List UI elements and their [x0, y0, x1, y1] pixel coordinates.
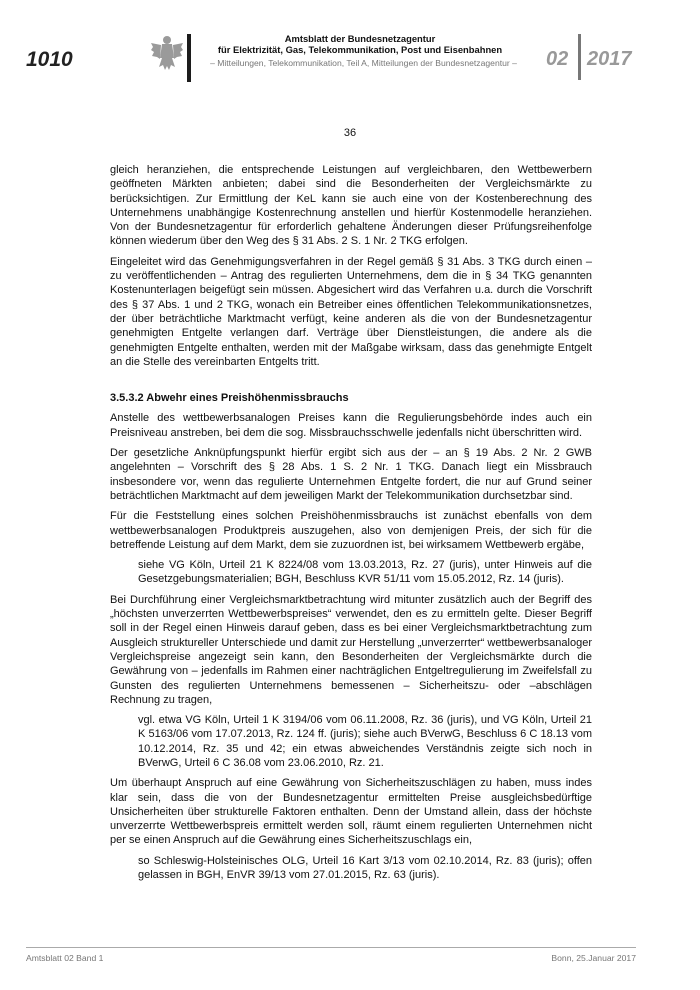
paragraph: gleich heranziehen, die entsprechende Leistungen auf vergleichbaren, den Wettbewerbern geöffneten Märkten anbieten; dabei sind die Besonderheiten der Vergleichsmärkte zu berücksichtigen. Zur Ermittlung der KeL kann sie auch eine von der Kostenberechnung des Unternehmens unabhängige Kostenrechnung anstellen und hierfür Kostenmodelle heranziehen. Von der Bundesnetzagentur für erforderlich gehaltene Änderungen dieser Prüfungsreihenfolge können wiederum über den Weg des § 31 Abs. 2 S. 1 Nr. 2 TKG erfolgen.: [110, 164, 592, 248]
header-title-line1: Amtsblatt der Bundesnetzagentur: [284, 33, 436, 44]
citation: so Schleswig-Holsteinisches OLG, Urteil 16 Kart 3/13 vom 02.10.2014, Rz. 83 (juris); offen gelassen in BGH, EnVR 39/13 vom 27.01.2015, Rz. 63 (juris).: [138, 854, 592, 882]
header-year: 2017: [587, 48, 632, 70]
header-divider: [187, 34, 191, 82]
paragraph: Anstelle des wettbewerbsanalogen Preises kann die Regulierungsbehörde indes auch ein Preisniveau anstreben, bei dem die sog. Missbrauchsschwelle jedenfalls nicht überschritten wird.: [110, 412, 592, 439]
header-page-number: 1010: [26, 48, 73, 71]
header-issue-divider: [578, 34, 581, 80]
page-number: 36: [343, 127, 357, 139]
citation: vgl. etwa VG Köln, Urteil 1 K 3194/06 vom 06.11.2008, Rz. 36 (juris), und VG Köln, Urteil 21 K 5163/06 vom 17.07.2013, Rz. 124 ff. (juris); siehe auch BVerwG, Beschluss 6 C 18.13 vom 10.12.2014, Rz. 35 und 42; ein etwas abweichendes Verständnis zeigte sich noch in BVerwG, Urteil 6 C 36.08 vom 23.06.2010, Rz. 21.: [138, 714, 592, 769]
section-heading: 3.5.3.2 Abwehr eines Preishöhenmissbrauchs: [110, 392, 349, 405]
document-body: [110, 163, 592, 888]
paragraph: Bei Durchführung einer Vergleichsmarktbetrachtung wird mitunter zusätzlich auch der Begriff des „höchsten unverzerrten Wettbewerbspreises“ verwendet, den es zu ermitteln gelte. Dieser Begriff soll in der Regel einen Hinweis darauf geben, dass es bei einer Vergleichsmarktbetrachtung zum Ausgleich struktureller Unterschiede und damit zur Herstellung „unverzerrter“ wettbewerbsanaloger Vergleichspreise angezeigt sein kann, den Besonderheiten der Vergleichsmärkte durch die Gewährung von – jedenfalls im Rahmen einer nachträglichen Entgeltregulierung im Zweifelsfall zu Gunsten des regulierten Unternehmens bemessenen – Sicherheitszu- oder –abschlägen Rechnung zu tragen,: [110, 593, 592, 706]
header-subtitle: – Mitteilungen, Telekommunikation, Teil A, Mitteilungen der Bundesnetzagentur –: [210, 58, 517, 68]
paragraph: Der gesetzliche Anknüpfungspunkt hierfür ergibt sich aus der – an § 19 Abs. 2 Nr. 2 GWB angelehnten – Vorschrift des § 28 Abs. 1 S. 2 Nr. 1 TKG. Danach liegt ein Missbrauch insbesondere vor, wenn das regulierte Unternehmen Entgelte fordert, die nur auf Grund seiner beträchtlichen Marktmacht auf dem jeweiligen Markt der Telekommunikation durchsetzbar sind.: [110, 447, 592, 502]
paragraph: Eingeleitet wird das Genehmigungsverfahren in der Regel gemäß § 31 Abs. 3 TKG durch einen – zu veröffentlichenden – Antrag des regulierten Unternehmens, dem die in § 34 TKG genannten Kostenunterlagen beigefügt sein müssen. Abgesichert wird das Verfahren u.a. durch die Vorschrift des § 37 Abs. 1 und 2 TKG, wonach ein Betreiber eines öffentlichen Telekommunikationsnetzes, der über beträchtliche Marktmacht verfügt, keine anderen als die von der Bundesnetzagentur genehmigten Entgelte verlangen darf. Verträge über Dienstleistungen, die andere als die genehmigten Entgelte enthalten, werden mit der Maßgabe wirksam, dass das genehmigte Entgelt an die Stelle des vereinbarten Entgelts tritt.: [110, 255, 592, 368]
header-issue: 02: [546, 48, 569, 70]
footer-right: Bonn, 25.Januar 2017: [551, 953, 636, 963]
header-title-line2: für Elektrizität, Gas, Telekommunikation, Post und Eisenbahnen: [217, 44, 503, 55]
federal-eagle-icon: [150, 33, 184, 73]
citation: siehe VG Köln, Urteil 21 K 8224/08 vom 13.03.2013, Rz. 27 (juris), unter Hinweis auf die Gesetzgebungsmaterialien; BGH, Beschluss KVR 51/11 vom 15.05.2012, Rz. 14 (juris).: [138, 559, 592, 586]
footer-divider: [26, 947, 636, 948]
footer-left: Amtsblatt 02 Band 1: [26, 953, 104, 963]
header-title: [200, 33, 520, 55]
paragraph: Für die Feststellung eines solchen Preishöhenmissbrauchs ist zunächst ebenfalls von dem wettbewerbsanalogen Produktpreis auszugehen, also von demjenigen Preis, der sich für die betreffende Leistung auf dem Markt, dem sie zuzuordnen ist, bei wirksamem Wettbewerb ergäbe,: [110, 510, 592, 551]
paragraph: Um überhaupt Anspruch auf eine Gewährung von Sicherheitszuschlägen zu haben, muss indes klar sein, dass die von der Bundesnetzagentur ermittelten Preise ausgleichsbedürftige Unsicherheiten über strukturelle Faktoren enthalten. Denn der Umstand allein, dass der höchste unverzerrte Wettbewerbspreis ermittelt werden soll, räumt einem regulierten Unternehmen nicht per se einen Anspruch auf die Gewährung eines Sicherheitszuschlags ein,: [110, 777, 592, 847]
